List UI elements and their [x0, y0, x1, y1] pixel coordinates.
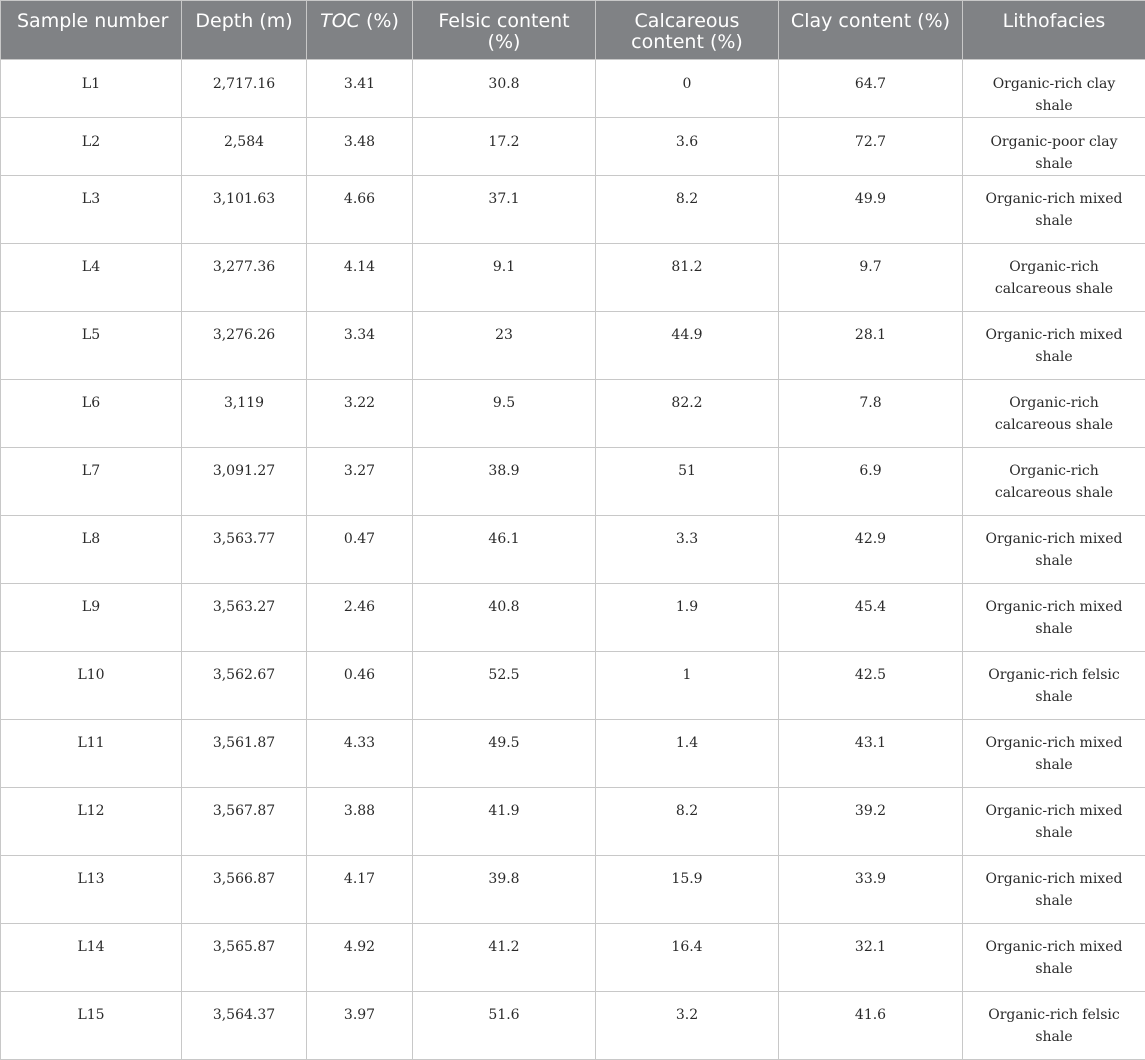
- cell-sample-number: L1: [1, 60, 182, 118]
- table-row: [1, 652, 1145, 720]
- header-sample-number: Sample number: [1, 1, 182, 60]
- cell-sample-number: L12: [1, 788, 182, 856]
- cell-depth: 3,277.36: [182, 244, 307, 312]
- cell-depth: 3,566.87: [182, 856, 307, 924]
- cell-depth: 3,562.67: [182, 652, 307, 720]
- cell-toc: 3.41: [307, 60, 413, 118]
- cell-clay: 72.7: [779, 118, 963, 176]
- cell-sample-number: L2: [1, 118, 182, 176]
- table-row: [1, 584, 1145, 652]
- table-row: [1, 924, 1145, 992]
- table-row: [1, 380, 1145, 448]
- cell-sample-number: L11: [1, 720, 182, 788]
- table-row: [1, 176, 1145, 244]
- header-toc-unit: (%): [360, 10, 399, 32]
- cell-calcareous: 81.2: [596, 244, 779, 312]
- cell-clay: 9.7: [779, 244, 963, 312]
- cell-clay: 49.9: [779, 176, 963, 244]
- cell-depth: 3,567.87: [182, 788, 307, 856]
- cell-depth: 3,119: [182, 380, 307, 448]
- header-felsic: Felsic content (%): [413, 1, 596, 60]
- table-row: [1, 118, 1145, 176]
- cell-calcareous: 16.4: [596, 924, 779, 992]
- cell-felsic: 38.9: [413, 448, 596, 516]
- cell-toc: 3.97: [307, 992, 413, 1060]
- cell-clay: 33.9: [779, 856, 963, 924]
- cell-clay: 39.2: [779, 788, 963, 856]
- cell-calcareous: 0: [596, 60, 779, 118]
- cell-depth: 3,091.27: [182, 448, 307, 516]
- table-row: [1, 60, 1145, 118]
- cell-lithofacies: Organic-rich felsic shale: [963, 992, 1145, 1060]
- cell-lithofacies: Organic-rich mixed shale: [963, 924, 1145, 992]
- cell-lithofacies: Organic-rich calcareous shale: [963, 244, 1145, 312]
- cell-lithofacies: Organic-rich mixed shale: [963, 788, 1145, 856]
- cell-toc: 3.22: [307, 380, 413, 448]
- cell-clay: 42.5: [779, 652, 963, 720]
- cell-felsic: 23: [413, 312, 596, 380]
- cell-clay: 6.9: [779, 448, 963, 516]
- cell-sample-number: L3: [1, 176, 182, 244]
- cell-lithofacies: Organic-rich mixed shale: [963, 312, 1145, 380]
- cell-calcareous: 82.2: [596, 380, 779, 448]
- cell-lithofacies: Organic-rich mixed shale: [963, 516, 1145, 584]
- cell-calcareous: 1.4: [596, 720, 779, 788]
- cell-sample-number: L5: [1, 312, 182, 380]
- cell-lithofacies: Organic-rich mixed shale: [963, 856, 1145, 924]
- table-row: [1, 788, 1145, 856]
- cell-clay: 41.6: [779, 992, 963, 1060]
- cell-sample-number: L8: [1, 516, 182, 584]
- table-row: [1, 448, 1145, 516]
- cell-depth: 2,717.16: [182, 60, 307, 118]
- cell-sample-number: L10: [1, 652, 182, 720]
- cell-calcareous: 1.9: [596, 584, 779, 652]
- cell-toc: 3.88: [307, 788, 413, 856]
- table-row: [1, 516, 1145, 584]
- cell-calcareous: 3.6: [596, 118, 779, 176]
- cell-felsic: 39.8: [413, 856, 596, 924]
- cell-felsic: 51.6: [413, 992, 596, 1060]
- cell-felsic: 46.1: [413, 516, 596, 584]
- cell-depth: 2,584: [182, 118, 307, 176]
- cell-sample-number: L7: [1, 448, 182, 516]
- cell-felsic: 52.5: [413, 652, 596, 720]
- cell-toc: 0.46: [307, 652, 413, 720]
- table-row: [1, 312, 1145, 380]
- cell-clay: 45.4: [779, 584, 963, 652]
- header-calcareous: Calcareous content (%): [596, 1, 779, 60]
- table-row: [1, 244, 1145, 312]
- cell-toc: 2.46: [307, 584, 413, 652]
- cell-felsic: 41.9: [413, 788, 596, 856]
- header-depth: Depth (m): [182, 1, 307, 60]
- cell-toc: 4.14: [307, 244, 413, 312]
- cell-sample-number: L14: [1, 924, 182, 992]
- cell-toc: 4.17: [307, 856, 413, 924]
- cell-depth: 3,565.87: [182, 924, 307, 992]
- cell-toc: 3.34: [307, 312, 413, 380]
- table-row: [1, 720, 1145, 788]
- cell-depth: 3,101.63: [182, 176, 307, 244]
- table-row: [1, 856, 1145, 924]
- cell-calcareous: 8.2: [596, 176, 779, 244]
- cell-felsic: 9.1: [413, 244, 596, 312]
- cell-felsic: 41.2: [413, 924, 596, 992]
- cell-toc: 3.27: [307, 448, 413, 516]
- header-lithofacies: Lithofacies: [963, 1, 1145, 60]
- table-row: [1, 992, 1145, 1060]
- cell-felsic: 30.8: [413, 60, 596, 118]
- cell-depth: 3,276.26: [182, 312, 307, 380]
- cell-calcareous: 15.9: [596, 856, 779, 924]
- cell-depth: 3,561.87: [182, 720, 307, 788]
- cell-lithofacies: Organic-poor clay shale: [963, 118, 1145, 176]
- cell-felsic: 40.8: [413, 584, 596, 652]
- cell-lithofacies: Organic-rich felsic shale: [963, 652, 1145, 720]
- table-header: [1, 1, 1145, 60]
- cell-sample-number: L9: [1, 584, 182, 652]
- cell-calcareous: 3.2: [596, 992, 779, 1060]
- cell-calcareous: 1: [596, 652, 779, 720]
- cell-toc: 4.33: [307, 720, 413, 788]
- cell-clay: 42.9: [779, 516, 963, 584]
- header-toc-italic: TOC: [320, 10, 360, 32]
- cell-felsic: 37.1: [413, 176, 596, 244]
- cell-lithofacies: Organic-rich mixed shale: [963, 720, 1145, 788]
- cell-lithofacies: Organic-rich clay shale: [963, 60, 1145, 118]
- cell-lithofacies: Organic-rich calcareous shale: [963, 380, 1145, 448]
- cell-sample-number: L15: [1, 992, 182, 1060]
- cell-toc: 4.92: [307, 924, 413, 992]
- table-body: [1, 60, 1145, 1060]
- cell-lithofacies: Organic-rich calcareous shale: [963, 448, 1145, 516]
- cell-depth: 3,563.27: [182, 584, 307, 652]
- cell-depth: 3,563.77: [182, 516, 307, 584]
- cell-calcareous: 8.2: [596, 788, 779, 856]
- cell-calcareous: 44.9: [596, 312, 779, 380]
- cell-depth: 3,564.37: [182, 992, 307, 1060]
- cell-clay: 7.8: [779, 380, 963, 448]
- cell-calcareous: 51: [596, 448, 779, 516]
- cell-felsic: 17.2: [413, 118, 596, 176]
- cell-lithofacies: Organic-rich mixed shale: [963, 584, 1145, 652]
- cell-calcareous: 3.3: [596, 516, 779, 584]
- cell-clay: 32.1: [779, 924, 963, 992]
- cell-toc: 0.47: [307, 516, 413, 584]
- cell-sample-number: L4: [1, 244, 182, 312]
- cell-toc: 4.66: [307, 176, 413, 244]
- cell-clay: 43.1: [779, 720, 963, 788]
- cell-lithofacies: Organic-rich mixed shale: [963, 176, 1145, 244]
- cell-clay: 28.1: [779, 312, 963, 380]
- cell-sample-number: L6: [1, 380, 182, 448]
- cell-toc: 3.48: [307, 118, 413, 176]
- header-clay: Clay content (%): [779, 1, 963, 60]
- cell-felsic: 49.5: [413, 720, 596, 788]
- header-row: [1, 1, 1145, 60]
- cell-felsic: 9.5: [413, 380, 596, 448]
- cell-clay: 64.7: [779, 60, 963, 118]
- header-toc: [307, 1, 413, 60]
- cell-sample-number: L13: [1, 856, 182, 924]
